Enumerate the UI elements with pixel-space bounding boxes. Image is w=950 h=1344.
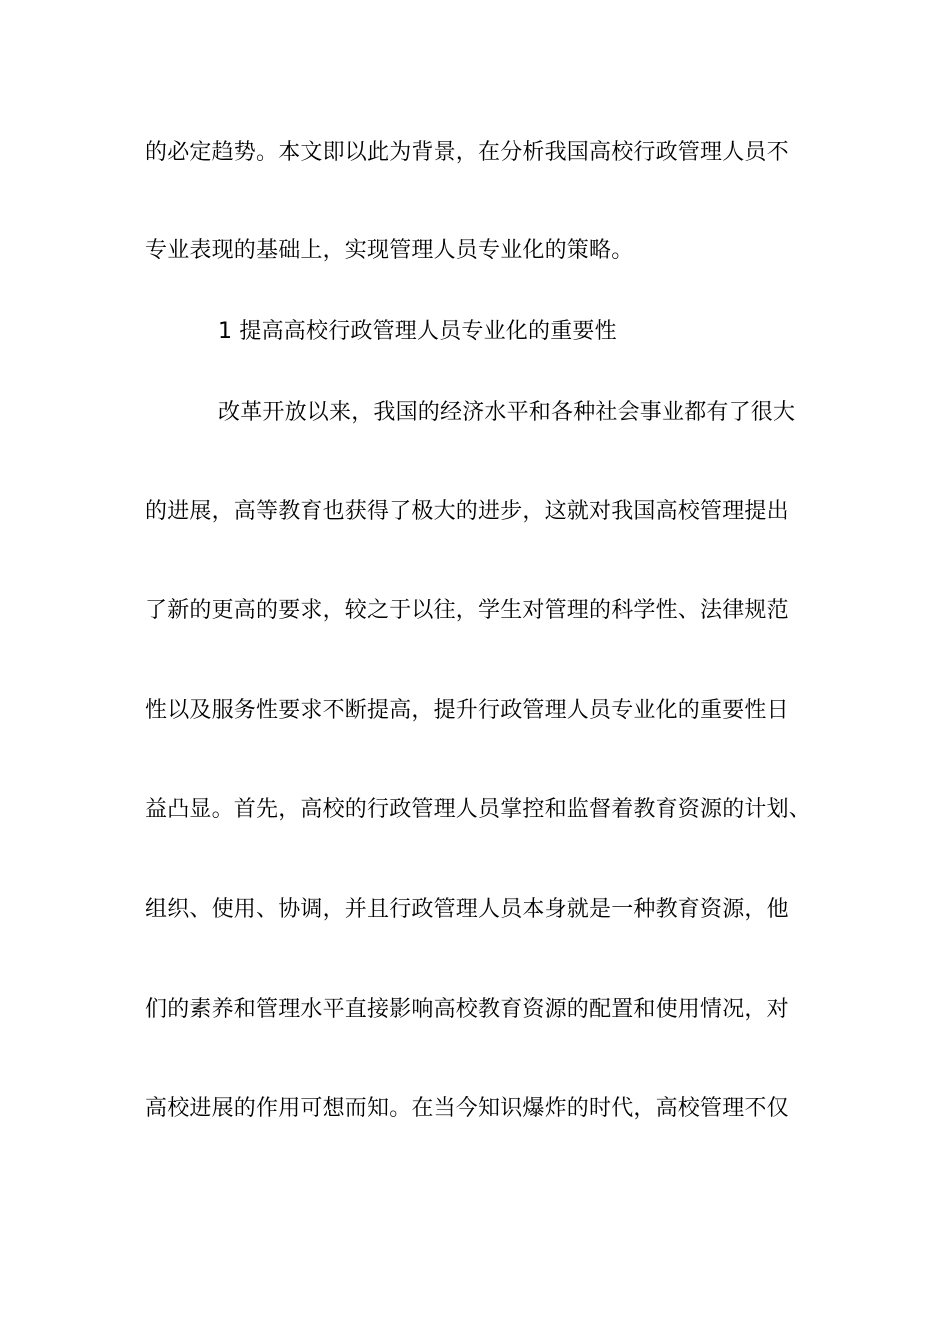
paragraph-line: 的进展，高等教育也获得了极大的进步，这就对我国高校管理提出: [145, 499, 789, 524]
paragraph-line: 们的素养和管理水平直接影响高校教育资源的配置和使用情况，对: [145, 997, 789, 1022]
paragraph-line: 组织、使用、协调，并且行政管理人员本身就是一种教育资源，他: [145, 897, 789, 922]
text-line: 的必定趋势。本文即以此为背景，在分析我国高校行政管理人员不: [145, 140, 789, 165]
paragraph-line: 益凸显。首先，高校的行政管理人员掌控和监督着教育资源的计划、: [145, 797, 812, 822]
paragraph-line: 改革开放以来，我国的经济水平和各种社会事业都有了很大: [218, 400, 796, 425]
section-heading: 1 提高高校行政管理人员专业化的重要性: [218, 319, 617, 344]
paragraph-line: 了新的更高的要求，较之于以往，学生对管理的科学性、法律规范: [145, 598, 789, 623]
text-line: 专业表现的基础上，实现管理人员专业化的策略。: [145, 238, 634, 263]
paragraph-line: 高校进展的作用可想而知。在当今知识爆炸的时代，高校管理不仅: [145, 1096, 789, 1121]
paragraph-line: 性以及服务性要求不断提高，提升行政管理人员专业化的重要性日: [145, 698, 789, 723]
